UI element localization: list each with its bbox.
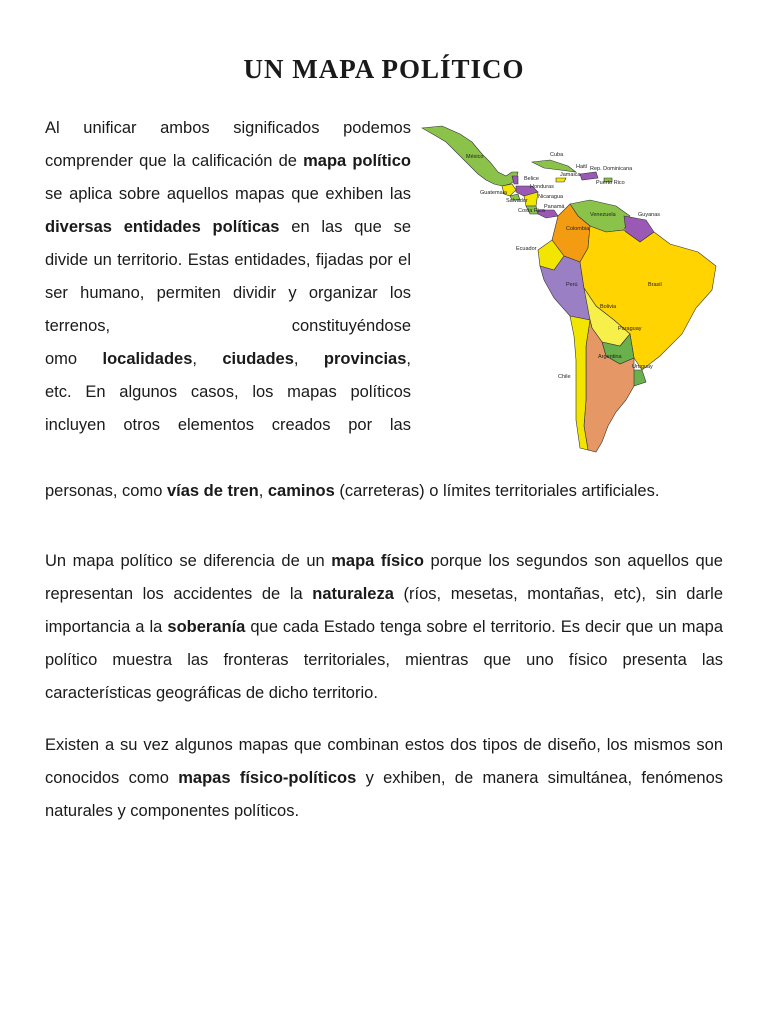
bold-term: vías de tren (166, 482, 259, 500)
map-label-panama: Panamá (544, 204, 565, 210)
cuba-region (532, 160, 576, 172)
map-label-paraguay: Paraguay (618, 326, 642, 332)
map-label-salvador: Salvador (506, 198, 528, 204)
map-label-cuba: Cuba (550, 152, 564, 158)
map-label-brasil: Brasil (648, 282, 662, 288)
map-label-bolivia: Bolivia (600, 304, 617, 310)
map-label-belice: Belice (524, 176, 539, 182)
text: , (293, 350, 324, 368)
map-label-puerto-rico: Puerto Rico (596, 180, 625, 186)
map-label-chile: Chile (558, 374, 571, 380)
map-label-argentina: Argentina (598, 354, 622, 360)
latin-america-political-map (420, 120, 720, 460)
map-label-nicaragua: Nicaragua (538, 194, 564, 200)
text: (ríos, mesetas, montañas, etc), sin darle importancia a la (45, 585, 724, 636)
text: omo (45, 350, 103, 368)
map-label-venezuela: Venezuela (590, 212, 616, 218)
map-label-rep-dominicana: Rep. Dominicana (590, 166, 633, 172)
bold-term: provincias (323, 350, 407, 368)
paragraph-1-continued (45, 475, 735, 508)
hispaniola-region (580, 172, 598, 180)
paragraph-3 (45, 729, 723, 828)
map-label-honduras: Honduras (530, 184, 554, 190)
map-label-colombia: Colombia (566, 226, 590, 232)
paragraph-2 (45, 545, 723, 710)
text: , (406, 350, 412, 368)
bold-term: soberanía (167, 618, 246, 636)
bold-term: mapa político (303, 152, 411, 170)
text: personas, como (45, 482, 167, 500)
text: Un mapa político se diferencia de un (45, 552, 332, 570)
map-label-haiti: Haití (576, 164, 588, 170)
text: , (258, 482, 268, 500)
map-label-peru: Perú (566, 282, 578, 288)
text: Existen a su vez algunos mapas que combinan estos dos tipos de diseño, los mismos son conocidos como (45, 736, 723, 787)
bold-term: mapa físico (331, 552, 424, 570)
bold-term: mapas físico-políticos (178, 769, 357, 787)
bold-term: diversas entidades políticas (45, 218, 280, 236)
map-label-guyanas: Guyanas (638, 212, 661, 218)
map-label-costa-rica: Costa Rica (518, 208, 545, 214)
text: Al unificar ambos significados podemos comprender que la calificación de (45, 119, 411, 170)
map-label-uruguay: Uruguay (632, 364, 653, 370)
jamaica-region (556, 178, 566, 182)
text: en las que se divide un territorio. Estas entidades, fijadas por el ser humano, permiten dividir y organizar los terrenos, constituyéndose (45, 218, 411, 335)
bold-term: naturaleza (312, 585, 394, 603)
page-title: UN MAPA POLÍTICO (243, 54, 525, 84)
text: , (192, 350, 223, 368)
map-label-guatemala: Guatemala (480, 190, 507, 196)
bold-term: ciudades (222, 350, 294, 368)
text: etc. En algunos casos, los mapas políticos incluyen otros elementos creados por las (45, 383, 411, 434)
paragraph-1 (45, 112, 411, 442)
map-label-mexico: México (466, 154, 484, 160)
bold-term: localidades (102, 350, 193, 368)
text: (carreteras) o límites territoriales artificiales. (334, 482, 660, 500)
text: que cada Estado tenga sobre el territorio. Es decir que un mapa político muestra las fronteras territoriales, mientras que uno físico presenta las características geográficas de dicho territorio. (45, 618, 724, 702)
text: porque los segundos son aquellos que representan los accidentes de la (45, 552, 723, 603)
belice-region (512, 176, 518, 184)
bold-term: caminos (267, 482, 335, 500)
map-label-ecuador: Ecuador (516, 246, 537, 252)
map-label-jamaica: Jamaica (560, 172, 581, 178)
text: se aplica sobre aquellos mapas que exhiben las (45, 185, 411, 203)
text: y exhiben, de manera simultánea, fenómenos naturales y componentes políticos. (45, 769, 723, 820)
